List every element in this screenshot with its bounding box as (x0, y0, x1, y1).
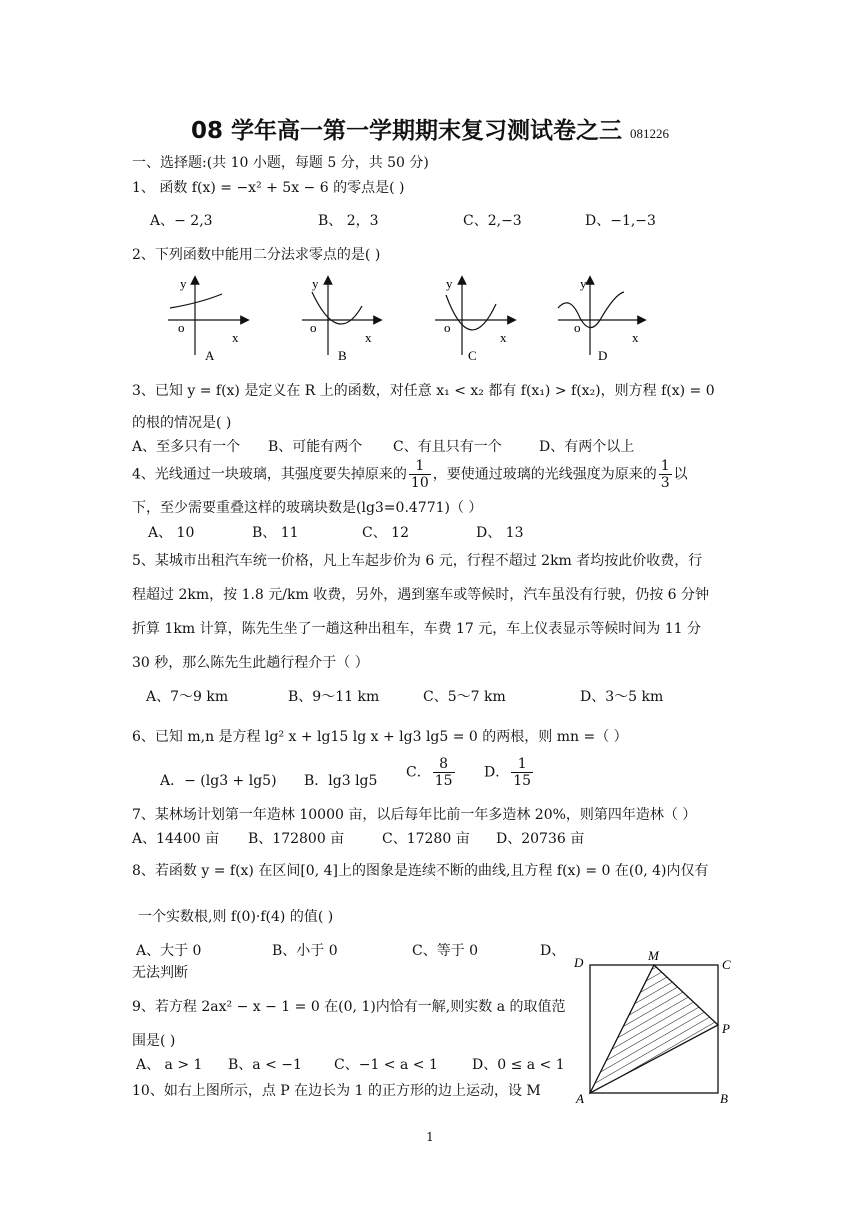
q9-opt-d: D、0 ≤ a < 1 (472, 1057, 565, 1073)
q6-opt-b: B．lg3 lg5 (304, 773, 378, 789)
q9-opt-c: C、−1 < a < 1 (334, 1057, 438, 1073)
svg-text:o: o (178, 320, 185, 335)
page-title: 08 学年高一第一学期期末复习测试卷之三 081226 (190, 118, 670, 144)
q5-line3: 折算 1km 计算，陈先生坐了一趟这种出租车，车费 17 元，车上仪表显示等候时间为 11 分 (132, 621, 701, 637)
q6-opt-d: D． $\frac{1}{15}$ (484, 756, 532, 789)
label-m: M (648, 948, 659, 963)
label-a: A (576, 1091, 584, 1106)
svg-text:o: o (444, 320, 451, 335)
q3-line2: 的根的情况是( ) (132, 415, 232, 431)
svg-text:y: y (312, 276, 319, 291)
q4-opt-b: B、 11 (252, 525, 299, 541)
q3-opt-c: C、有且只有一个 (393, 439, 502, 455)
page-number: 1 (426, 1130, 434, 1144)
q3-line1: 3、已知 y = f(x) 是定义在 R 上的函数，对任意 x₁ < x₂ 都有 f(x₁) > f(x₂)，则方程 f(x) = 0 (132, 383, 715, 399)
q2-stem: 2、下列函数中能用二分法求零点的是( ) (132, 247, 381, 263)
svg-text:y: y (446, 276, 453, 291)
q8-opt-b: B、小于 0 (272, 943, 338, 959)
section-heading: 一、选择题:(共 10 小题，每题 5 分，共 50 分) (132, 155, 429, 171)
label-d: D (574, 955, 584, 970)
q5-opt-c: C、5～7 km (423, 689, 506, 705)
q4-opt-a: A、 10 (148, 525, 195, 541)
q10-line1: 10、如右上图所示，点 P 在边长为 1 的正方形的边上运动，设 M (132, 1083, 541, 1099)
q5-opt-b: B、9～11 km (288, 689, 380, 705)
q9-opt-b: B、a < −1 (228, 1057, 302, 1073)
svg-text:o: o (310, 320, 317, 335)
q9-opt-a: A、 a > 1 (136, 1057, 203, 1073)
q3-opt-d: D、有两个以上 (539, 439, 635, 455)
q7-opt-b: B、172800 亩 (248, 831, 345, 847)
q6-opt-c: C． $\frac{8}{15}$ (406, 756, 453, 789)
q8-opt-a: A、大于 0 (136, 943, 202, 959)
q5-line4: 30 秒，那么陈先生此趟行程介于（ ） (132, 655, 369, 671)
q6-opt-a: A．− (lg3 + lg5) (160, 773, 277, 789)
q7-opt-d: D、20736 亩 (496, 831, 585, 847)
q8-opt-c: C、等于 0 (412, 943, 479, 959)
graph-b-label: B (338, 348, 347, 363)
graph-b (302, 276, 378, 363)
q5-line1: 5、某城市出租汽车统一价格，凡上车起步价为 6 元，行程不超过 2km 者均按此价收费，行 (132, 553, 703, 569)
q8-line2: 一个实数根,则 f(0)·f(4) 的值( ) (138, 909, 334, 925)
q8-opt-d-cont: 无法判断 (132, 965, 188, 981)
q7-stem: 7、某林场计划第一年造林 10000 亩，以后每年比前一年多造林 20%，则第四年造林（ ） (132, 807, 697, 823)
svg-text:x: x (365, 330, 372, 345)
q5-line2: 程超过 2km，按 1.8 元/km 收费，另外，遇到塞车或等候时，汽车虽没有行驶，仍按 6 分钟 (132, 587, 710, 603)
graph-a-label: A (205, 348, 215, 363)
svg-text:x: x (632, 330, 639, 345)
q7-opt-a: A、14400 亩 (132, 831, 220, 847)
q4-opt-d: D、 13 (476, 525, 524, 541)
q6-stem: 6、已知 m,n 是方程 lg² x + lg15 lg x + lg3 lg5 = 0 的两根，则 mn =（ ） (132, 729, 628, 745)
svg-text:x: x (232, 330, 239, 345)
q9-line2: 围是( ) (132, 1033, 176, 1049)
q9-line1: 9、若方程 2ax² − x − 1 = 0 在(0, 1)内恰有一解,则实数 a 的取值范 (132, 999, 566, 1015)
graph-d-label: D (598, 348, 608, 363)
label-b: B (720, 1091, 728, 1106)
q5-opt-d: D、3～5 km (580, 689, 664, 705)
graph-c (435, 276, 512, 363)
q1-stem: 1、 函数 f(x) = −x² + 5x − 6 的零点是( ) (132, 180, 405, 196)
q1-opt-b: B、 2，3 (318, 213, 379, 229)
svg-text:x: x (500, 330, 507, 345)
q3-opt-a: A、至多只有一个 (132, 439, 241, 455)
q1-opt-d: D、−1,−3 (585, 213, 656, 229)
graph-a (168, 276, 245, 363)
q8-line1: 8、若函数 y = f(x) 在区间[0, 4]上的图象是连续不断的曲线,且方程 f(x) = 0 在(0, 4)内仅有 (132, 863, 709, 879)
label-p: P (722, 1021, 730, 1036)
graph-c-label: C (468, 348, 477, 363)
q4-frac-2: $\frac{1}{3}$ (660, 458, 670, 491)
svg-text:y: y (580, 276, 587, 291)
graph-d (558, 276, 642, 363)
q4-frac-1: $\frac{1}{10}$ (410, 458, 429, 491)
label-c: C (722, 957, 731, 972)
svg-text:y: y (180, 276, 187, 291)
svg-text:o: o (574, 320, 581, 335)
q4-line2: 下，至少需要重叠这样的玻璃块数是(lg3=0.4771)（ ） (132, 500, 483, 516)
q3-opt-b: B、可能有两个 (268, 439, 363, 455)
q1-opt-c: C、2,−3 (463, 213, 522, 229)
q1-opt-a: A、− 2,3 (150, 213, 213, 229)
q5-opt-a: A、7～9 km (146, 689, 229, 705)
q4-line1: 4、光线通过一块玻璃，其强度要失掉原来的 $\frac{1}{10}$ ，要使通过玻璃的光线强度为原来的 $\frac{1}{3}$ 以 (132, 458, 688, 491)
q2-graphs (150, 270, 650, 370)
q8-opt-d: D、 (540, 943, 566, 959)
q4-opt-c: C、 12 (362, 525, 409, 541)
q7-opt-c: C、17280 亩 (382, 831, 470, 847)
title-code: 081226 (630, 126, 670, 141)
square-figure (568, 945, 748, 1110)
